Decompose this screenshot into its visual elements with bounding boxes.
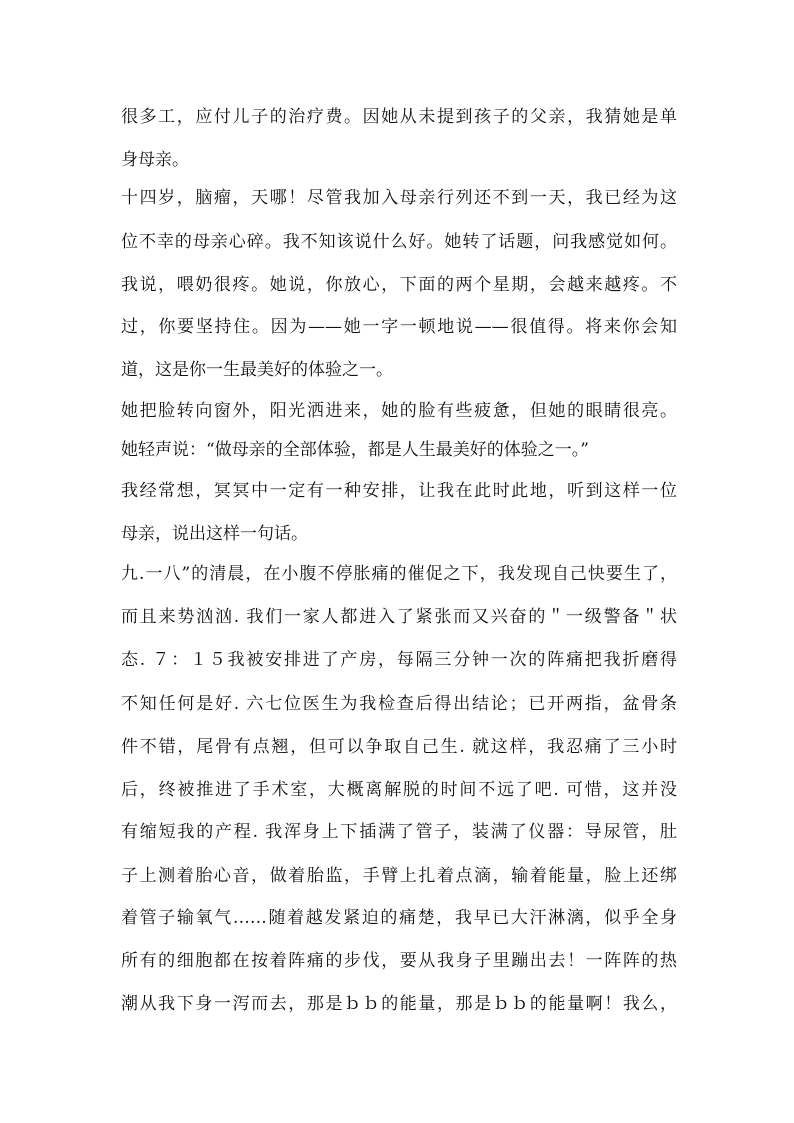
text-line: 有缩短我的产程. 我浑身上下插满了管子，装满了仪器：导尿管，肚 (121, 822, 677, 842)
text-line: 而且来势汹汹. 我们一家人都进入了紧张而又兴奋的＂一级警备＂状 (121, 607, 677, 627)
text-line: 不知任何是好. 六七位医生为我检查后得出结论；已开两指，盆骨条 (121, 694, 677, 714)
text-line: 我说，喂奶很疼。她说，你放心，下面的两个星期，会越来越疼。不 (121, 275, 677, 295)
text-line: 过，你要坚持住。因为——她一字一顿地说——很值得。将来你会知 (121, 317, 677, 337)
text-line: 很多工，应付儿子的治疗费。因她从未提到孩子的父亲，我猜她是单 (121, 107, 677, 127)
text-line: 态. ７：１５我被安排进了产房，每隔三分钟一次的阵痛把我折磨得 (121, 650, 677, 670)
text-line: 位不幸的母亲心碎。我不知该说什么好。她转了话题，问我感觉如何。 (121, 232, 677, 252)
text-line: 身母亲。 (121, 150, 189, 170)
text-line: 潮从我下身一泻而去，那是ｂｂ的能量，那是ｂｂ的能量啊！我么， (121, 994, 677, 1014)
text-line: 后，终被推进了手术室，大概离解脱的时间不远了吧. 可惜，这并没 (121, 780, 677, 800)
text-line: 她把脸转向窗外，阳光洒进来，她的脸有些疲惫，但她的眼睛很亮。 (121, 401, 677, 421)
text-line: 件不错，尾骨有点翘，但可以争取自己生. 就这样，我忍痛了三小时 (121, 737, 677, 757)
text-line: 她轻声说：“做母亲的全部体验，都是人生最美好的体验之一。” (121, 440, 589, 460)
text-line: 子上测着胎心音，做着胎监，手臂上扎着点滴，输着能量，脸上还绑 (121, 866, 677, 886)
text-line: 我经常想，冥冥中一定有一种安排，让我在此时此地，听到这样一位 (121, 481, 677, 501)
text-line: 着管子输氧气……随着越发紧迫的痛楚，我早已大汗淋漓，似乎全身 (121, 908, 677, 928)
text-line: 所有的细胞都在按着阵痛的步伐，要从我身子里蹦出去！一阵阵的热 (121, 951, 677, 971)
text-line: 九.一八”的清晨，在小腹不停胀痛的催促之下，我发现自己快要生了， (121, 564, 677, 584)
text-line: 十四岁，脑瘤，天哪！尽管我加入母亲行列还不到一天，我已经为这 (121, 188, 677, 208)
text-line: 道，这是你一生最美好的体验之一。 (121, 360, 393, 380)
text-line: 母亲，说出这样一句话。 (121, 524, 308, 544)
